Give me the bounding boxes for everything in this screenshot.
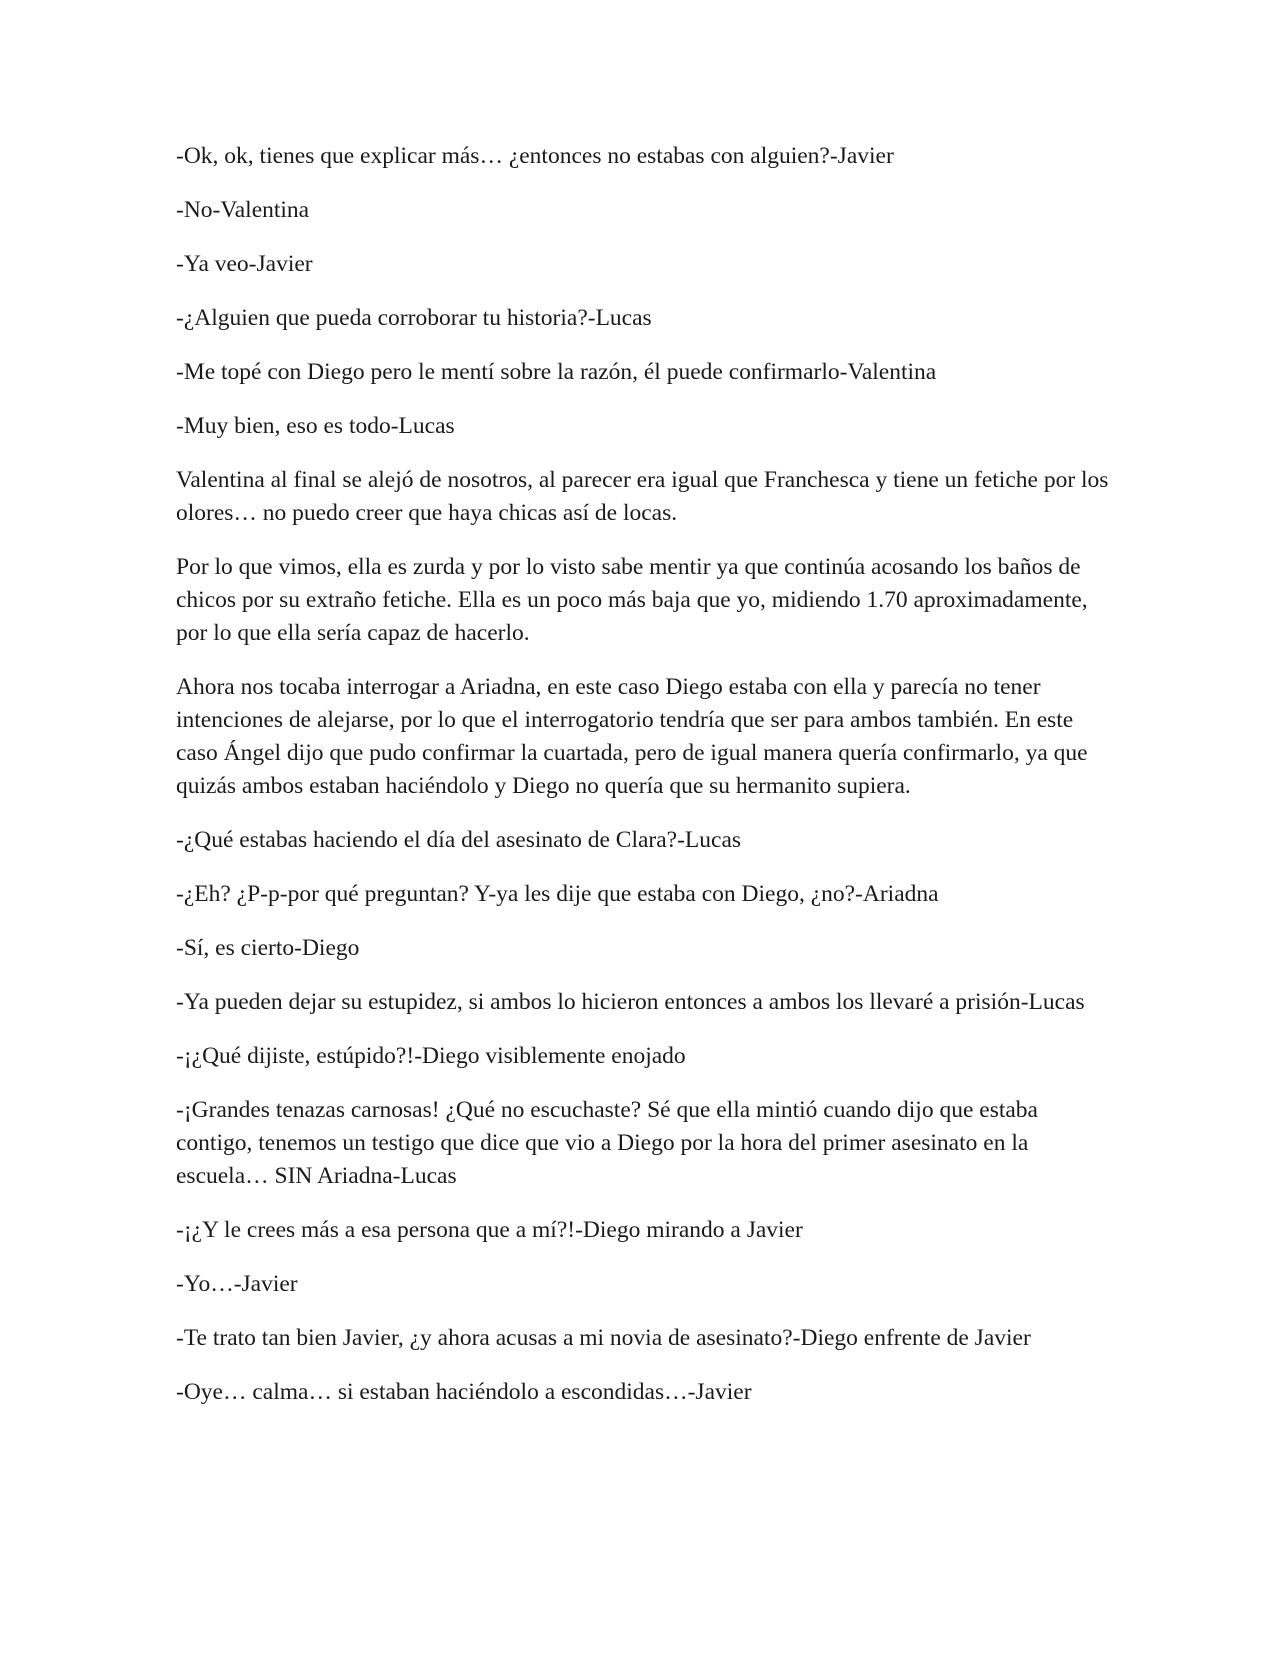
paragraph: -Oye… calma… si estaban haciéndolo a escondidas…-Javier — [176, 1379, 752, 1405]
paragraph: -¡Grandes tenazas carnosas! ¿Qué no escuchaste? Sé que ella mintió cuando dijo que estaba contigo, tenemos un testigo que dice que vio a Diego por la hora del primer asesinato en la escuela… SIN Ariadna-Lucas — [176, 1097, 1038, 1189]
paragraph: -Sí, es cierto-Diego — [176, 935, 360, 961]
paragraph: -No-Valentina — [176, 197, 310, 223]
paragraph: -Me topé con Diego pero le mentí sobre la razón, él puede confirmarlo-Valentina — [176, 359, 937, 385]
paragraph: -¿Qué estabas haciendo el día del asesinato de Clara?-Lucas — [176, 827, 742, 853]
paragraph: -¿Eh? ¿P-p-por qué preguntan? Y-ya les dije que estaba con Diego, ¿no?-Ariadna — [176, 881, 939, 907]
paragraph: -Te trato tan bien Javier, ¿y ahora acusas a mi novia de asesinato?-Diego enfrente de Javier — [176, 1325, 1031, 1351]
paragraph: -¿Alguien que pueda corroborar tu historia?-Lucas — [176, 305, 652, 331]
paragraph: Por lo que vimos, ella es zurda y por lo visto sabe mentir ya que continúa acosando los baños de chicos por su extraño fetiche. Ella es un poco más baja que yo, midiendo 1.70 aproximadamente, por lo que ella sería capaz de hacerlo. — [176, 554, 1088, 646]
paragraph: -¡¿Y le crees más a esa persona que a mí?!-Diego mirando a Javier — [176, 1217, 803, 1243]
paragraph: -Ok, ok, tienes que explicar más… ¿entonces no estabas con alguien?-Javier — [176, 143, 894, 169]
paragraph: Ahora nos tocaba interrogar a Ariadna, en este caso Diego estaba con ella y parecía no tener intenciones de alejarse, por lo que el interrogatorio tendría que ser para ambos también. En este caso Ángel dijo que pudo confirmar la cuartada, pero de igual manera quería confirmarlo, ya que quizás ambos estaban haciéndolo y Diego no quería que su hermanito supiera. — [176, 674, 1088, 799]
paragraph: -Ya pueden dejar su estupidez, si ambos lo hicieron entonces a ambos los llevaré a prisión-Lucas — [176, 989, 1085, 1015]
paragraph: Valentina al final se alejó de nosotros, al parecer era igual que Franchesca y tiene un fetiche por los olores… no puedo creer que haya chicas así de locas. — [176, 467, 1109, 526]
paragraph: -Yo…-Javier — [176, 1271, 298, 1297]
paragraph: -Ya veo-Javier — [176, 251, 313, 277]
paragraph: -Muy bien, eso es todo-Lucas — [176, 413, 455, 439]
paragraph: -¡¿Qué dijiste, estúpido?!-Diego visiblemente enojado — [176, 1043, 686, 1069]
document-body — [176, 140, 1111, 1430]
